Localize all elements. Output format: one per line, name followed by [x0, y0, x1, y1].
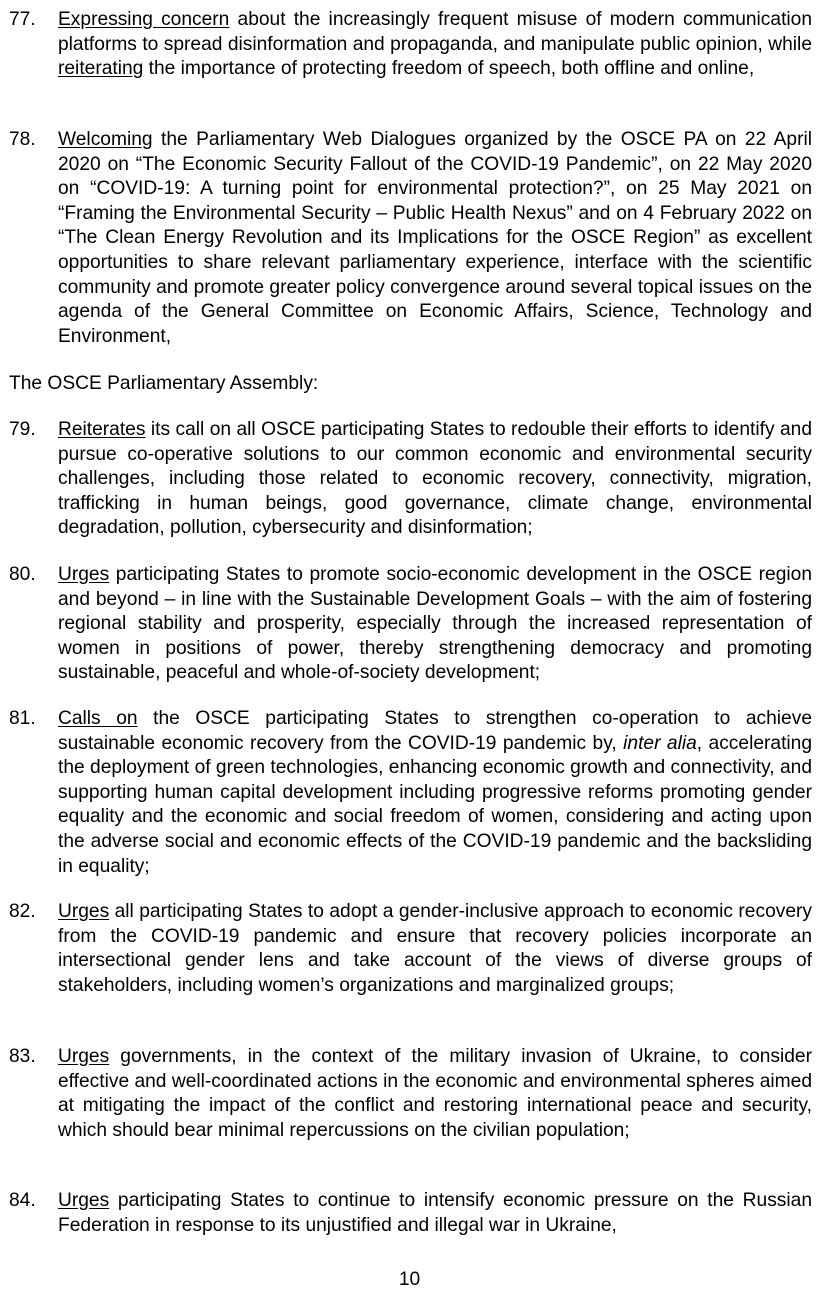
paragraph-text-run: the Parliamentary Web Dialogues organized by the OSCE PA on 22 April 2020 on “The Economic Security Fallout of the COVID-19 Pandemic”, on 22 May 2020 on “COVID-19: A turning point for environmental protection?”, on 25 May 2021 on “Framing the Environmental Security – Public Health Nexus” and on 4 February 2022 on “The Clean Energy Revolution and its Implications for the OSCE Region” as excellent opportunities to share relevant parliamentary experience, interface with the scientific community and promote greater policy convergence around several topical issues on the agenda of the General Committee on Economic Affairs, Science, Technology and Environment,: [58, 129, 812, 347]
paragraph-text-run: governments, in the context of the military invasion of Ukraine, to consider effective and well-coordinated actions in the economic and environmental spheres aimed at mitigating the impact of the conflict and restoring international peace and security, which should bear minimal repercussions on the civilian population;: [58, 1046, 812, 1141]
paragraph-text: [58, 128, 812, 349]
operative-keyword: Welcoming: [58, 129, 153, 150]
paragraph-text: [58, 1189, 812, 1238]
paragraph-number: 79.: [9, 419, 36, 440]
operative-keyword: Urges: [58, 564, 110, 585]
paragraph-77: [9, 8, 812, 82]
paragraph-number: 83.: [9, 1046, 36, 1067]
paragraph-text-run: participating States to promote socio-economic development in the OSCE region and beyond – in line with the Sustainable Development Goals – with the aim of fostering regional stability and prosperity, especially through the increased representation of women in positions of power, thereby strengthening democracy and promoting sustainable, peaceful and whole-of-society development;: [58, 564, 812, 684]
paragraph-text-run: participating States to continue to intensify economic pressure on the Russian Federation in response to its unjustified and illegal war in Ukraine,: [58, 1190, 812, 1236]
paragraph-text-run: , accelerating the deployment of green technologies, enhancing economic growth and connectivity, and supporting human capital development including progressive reforms promoting gender equality and the economic and social freedom of women, considering and acting upon the adverse social and economic effects of the COVID-19 pandemic and the backsliding in equality;: [58, 732, 813, 877]
operative-keyword: Urges: [58, 1190, 110, 1211]
paragraph-text: [58, 900, 812, 998]
paragraph-text-run: the importance of protecting freedom of speech, both offline and online,: [143, 58, 755, 80]
paragraph-81: [9, 707, 812, 879]
paragraph-text-run: its call on all OSCE participating States to redouble their efforts to identify and pursue co-operative solutions to our common economic and environmental security challenges, including those related to economic recovery, connectivity, migration, trafficking in human beings, good governance, climate change, environmental degradation, pollution, cybersecurity and disinformation;: [58, 419, 812, 539]
operative-keyword: Expressing concern: [58, 9, 230, 30]
paragraph-number: 81.: [9, 708, 36, 729]
operative-keyword: Urges: [58, 901, 110, 922]
paragraph-text: [58, 1045, 812, 1143]
paragraph-text-run: all participating States to adopt a gender-inclusive approach to economic recovery from the COVID-19 pandemic and ensure that recovery policies incorporate an intersectional gender lens and take account of the views of diverse groups of stakeholders, including women’s organizations and marginalized groups;: [58, 901, 812, 996]
paragraph-82: [9, 900, 812, 998]
page-number: 10: [398, 1269, 421, 1290]
paragraph-text: [58, 418, 812, 541]
paragraph-number: 82.: [9, 901, 36, 922]
paragraph-number: 78.: [9, 129, 36, 150]
paragraph-text-run: about the increasingly frequent misuse of modern communication platforms to spread disinformation and propaganda, and manipulate public opinion, while: [58, 9, 812, 55]
paragraph-78: [9, 128, 812, 349]
paragraph-number: 77.: [9, 9, 36, 30]
operative-keyword: Reiterates: [58, 419, 146, 440]
operative-keyword: Calls on: [58, 708, 138, 729]
paragraph-number: 80.: [9, 564, 36, 585]
paragraph-text: [58, 563, 812, 686]
paragraph-text: [58, 707, 812, 879]
paragraph-83: [9, 1045, 812, 1143]
operative-keyword: Urges: [58, 1046, 110, 1067]
assembly-intro: The OSCE Parliamentary Assembly:: [9, 373, 319, 394]
paragraph-text: [58, 8, 812, 82]
operative-keyword: reiterating: [58, 58, 144, 80]
paragraph-text-run: the OSCE participating States to strengthen co-operation to achieve sustainable economic recovery from the COVID-19 pandemic by,: [58, 708, 812, 754]
paragraph-80: [9, 563, 812, 686]
paragraph-number: 84.: [9, 1190, 36, 1211]
italic-phrase: inter alia: [623, 732, 697, 754]
paragraph-84: [9, 1189, 812, 1238]
paragraph-79: [9, 418, 812, 541]
